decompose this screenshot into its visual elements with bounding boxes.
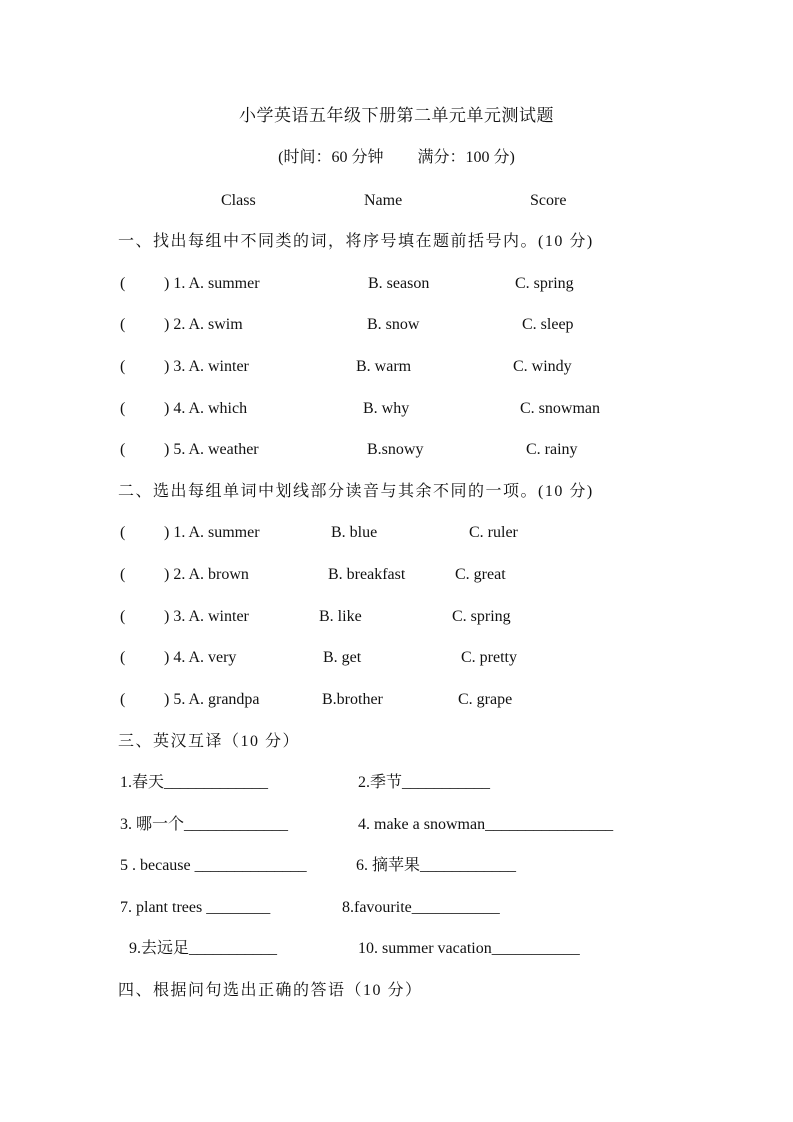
section1-question-3: [0, 354, 793, 380]
translation-row-5: [0, 936, 793, 962]
section2-question-3: [0, 604, 793, 630]
answer-paren[interactable]: (: [120, 358, 126, 375]
option-a: ) 1. A. summer: [164, 524, 260, 541]
section1-question-4: [0, 396, 793, 422]
option-b: B. like: [319, 608, 362, 625]
section2-heading: 二、选出每组单词中划线部分读音与其余不同的一项。(10 分): [118, 483, 594, 500]
option-c: C. snowman: [520, 400, 600, 417]
option-c: C. ruler: [469, 524, 518, 541]
option-b: B. why: [363, 400, 410, 417]
translation-row-3: [0, 853, 793, 879]
translation-item[interactable]: 1.春天_____________: [120, 774, 269, 791]
translation-item[interactable]: 2.季节___________: [358, 774, 491, 791]
student-info-header: [0, 188, 793, 214]
option-a: ) 1. A. summer: [164, 275, 260, 292]
answer-paren[interactable]: (: [120, 275, 126, 292]
answer-paren[interactable]: (: [120, 649, 126, 666]
answer-paren[interactable]: (: [120, 400, 126, 417]
translation-item[interactable]: 10. summer vacation___________: [358, 940, 580, 957]
section4-heading: 四、根据问句选出正确的答语（10 分）: [118, 982, 423, 999]
option-a: ) 4. A. which: [164, 400, 248, 417]
option-b: B. season: [368, 275, 430, 292]
page-title: 小学英语五年级下册第二单元单元测试题: [239, 106, 554, 125]
translation-item[interactable]: 5 . because ______________: [120, 857, 307, 874]
time-info: (时间：60 分钟: [278, 149, 384, 166]
translation-item[interactable]: 6. 摘苹果____________: [356, 857, 517, 874]
option-a: ) 2. A. swim: [164, 316, 243, 333]
option-b: B. warm: [356, 358, 412, 375]
section1-heading: 一、找出每组中不同类的词，将序号填在题前括号内。(10 分): [118, 233, 594, 250]
score-label: Score: [530, 192, 567, 209]
section2-question-2: [0, 562, 793, 588]
exam-subtitle: [0, 146, 793, 170]
option-b: B. breakfast: [328, 566, 406, 583]
answer-paren[interactable]: (: [120, 316, 126, 333]
answer-paren[interactable]: (: [120, 524, 126, 541]
answer-paren[interactable]: (: [120, 691, 126, 708]
option-a: ) 3. A. winter: [164, 358, 249, 375]
class-label: Class: [221, 192, 256, 209]
option-c: C. spring: [515, 275, 574, 292]
option-b: B. snow: [367, 316, 420, 333]
section2-question-4: [0, 645, 793, 671]
translation-item[interactable]: 8.favourite___________: [342, 899, 500, 916]
answer-paren[interactable]: (: [120, 441, 126, 458]
option-b: B. get: [323, 649, 362, 666]
option-b: B.snowy: [367, 441, 424, 458]
translation-row-2: [0, 812, 793, 838]
option-a: ) 3. A. winter: [164, 608, 249, 625]
option-b: B. blue: [331, 524, 378, 541]
translation-item[interactable]: 7. plant trees ________: [120, 899, 271, 916]
option-c: C. windy: [513, 358, 572, 375]
answer-paren[interactable]: (: [120, 566, 126, 583]
name-label: Name: [364, 192, 403, 209]
translation-item[interactable]: 9.去远足___________: [129, 940, 278, 957]
option-a: ) 4. A. very: [164, 649, 237, 666]
total-score-info: 满分：100 分): [417, 149, 515, 166]
section1-question-5: [0, 437, 793, 463]
translation-row-4: [0, 895, 793, 921]
option-a: ) 5. A. weather: [164, 441, 259, 458]
option-c: C. pretty: [461, 649, 517, 666]
section1-question-1: [0, 271, 793, 297]
option-c: C. grape: [458, 691, 513, 708]
section3-heading: 三、英汉互译（10 分）: [118, 733, 301, 750]
option-b: B.brother: [322, 691, 383, 708]
option-c: C. spring: [452, 608, 511, 625]
option-c: C. great: [455, 566, 506, 583]
translation-item[interactable]: 3. 哪一个_____________: [120, 816, 289, 833]
answer-paren[interactable]: (: [120, 608, 126, 625]
option-a: ) 2. A. brown: [164, 566, 249, 583]
translation-row-1: [0, 770, 793, 796]
section1-question-2: [0, 312, 793, 338]
option-c: C. rainy: [526, 441, 578, 458]
section2-question-1: [0, 520, 793, 546]
section2-question-5: [0, 687, 793, 713]
option-a: ) 5. A. grandpa: [164, 691, 260, 708]
option-c: C. sleep: [522, 316, 574, 333]
translation-item[interactable]: 4. make a snowman________________: [358, 816, 614, 833]
